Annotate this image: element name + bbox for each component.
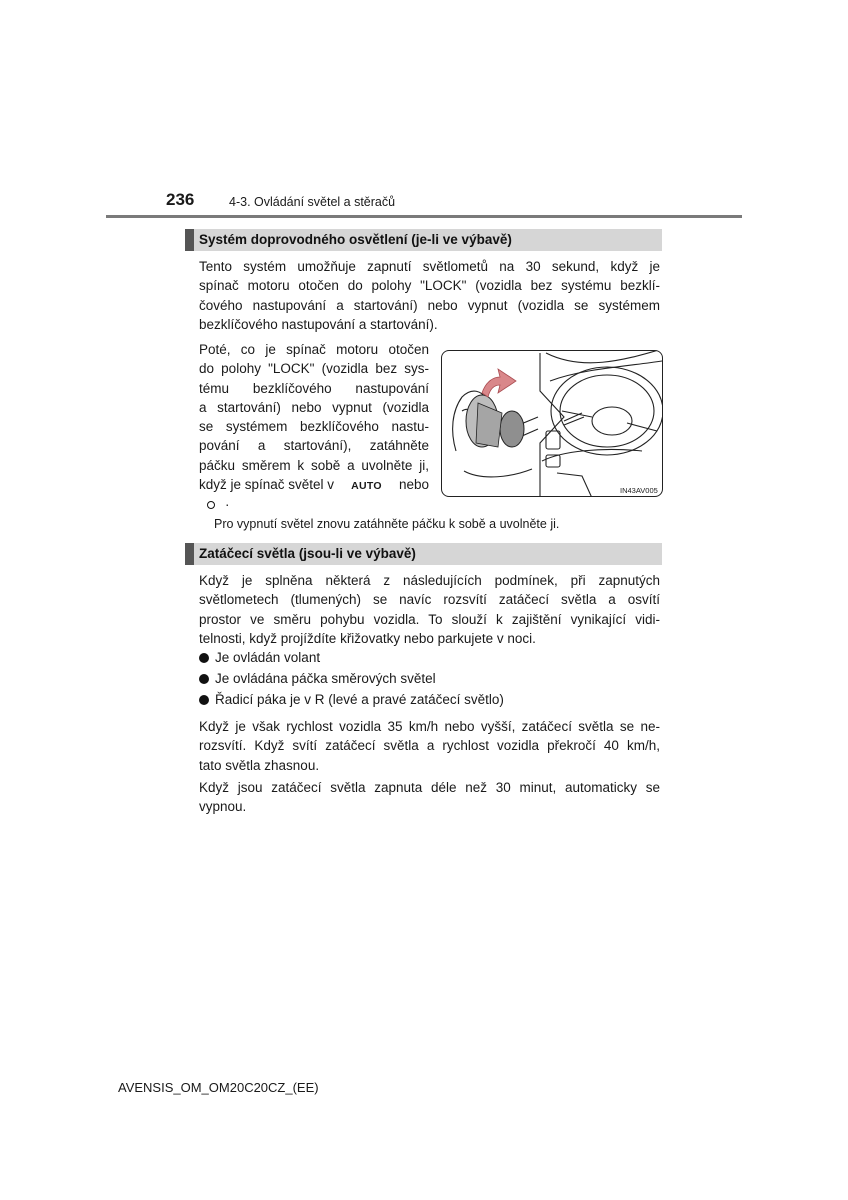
section2-speed-paragraph <box>199 717 660 775</box>
section2-intro <box>199 571 660 648</box>
text-line: Když jsou zatáčecí světla zapnuta déle než 30 minut, automaticky se <box>199 780 660 795</box>
text-line: bezklíčového nastupování a startování). <box>199 316 438 332</box>
note-text: Pro vypnutí světel znovu zatáhněte páčku k sobě a uvolněte ji. <box>214 517 560 531</box>
text-line: tému bezklíčového nastupování <box>199 380 429 396</box>
text-line: tato světla zhasnou. <box>199 757 320 773</box>
page-number: 236 <box>166 190 195 209</box>
section2-timeout-paragraph <box>199 778 660 817</box>
text-line: pování a startování), zatáhněte <box>199 438 429 454</box>
light-off-symbol <box>207 501 215 509</box>
section1-body <box>199 340 429 496</box>
text-line: vypnou. <box>199 799 247 815</box>
text-line: a startování) nebo vypnut (vozidla <box>199 399 429 415</box>
list-item <box>199 692 504 707</box>
auto-symbol: AUTO <box>351 480 382 493</box>
bullet-icon <box>199 695 209 705</box>
text-line: čového nastupování a startování) nebo vypnut (vozidla se systémem <box>199 297 660 313</box>
section-title: Zatáčecí světla (jsou-li ve výbavě) <box>199 546 416 561</box>
chapter-title: 4-3. Ovládání světel a stěračů <box>229 195 396 209</box>
text-line: páčku směrem k sobě a uvolněte ji, <box>199 457 429 473</box>
section-title: Systém doprovodného osvětlení (je-li ve výbavě) <box>199 232 512 247</box>
section1-intro <box>199 257 660 334</box>
text-line: spínač motoru otočen do polohy "LOCK" (vozidla bez systému bezklí- <box>199 278 660 294</box>
text-line: telnosti, když projíždíte křižovatky nebo parkujete v noci. <box>199 630 536 646</box>
document-code: AVENSIS_OM_OM20C20CZ_(EE) <box>118 1080 319 1095</box>
text-fragment: nebo <box>398 477 429 493</box>
text-line: Tento systém umožňuje zapnutí světlometů na 30 sekund, když je <box>199 259 660 274</box>
text-line: se systémem bezklíčového nastu- <box>199 419 429 435</box>
lever-illustration <box>441 350 663 497</box>
text-fragment: · <box>225 497 230 512</box>
text-line: Když je splněna některá z následujících podmínek, při zapnutých <box>199 573 660 588</box>
text-line: do polohy "LOCK" (vozidla bez sys- <box>199 361 429 377</box>
image-code: IN43AV005 <box>620 486 658 495</box>
text-line-with-symbol <box>199 475 429 496</box>
list-item-text: Je ovládána páčka směrových světel <box>215 671 436 686</box>
header-divider <box>106 215 742 218</box>
list-item-text: Řadicí páka je v R (levé a pravé zatáčecí světlo) <box>215 692 504 707</box>
bullet-icon <box>199 653 209 663</box>
text-line: prostor ve směru pohybu vozidla. To slouží k zajištění vynikající vidi- <box>199 611 660 627</box>
text-line: Když je však rychlost vozidla 35 km/h nebo vyšší, zatáčecí světla se ne- <box>199 719 660 734</box>
list-item <box>199 650 320 665</box>
bullet-icon <box>199 674 209 684</box>
text-line: rozsvítí. Když svítí zatáčecí světla a rychlost vozidla překročí 40 km/h, <box>199 738 660 754</box>
text-fragment: když je spínač světel v <box>199 477 335 493</box>
light-off-symbol-line <box>207 497 230 512</box>
list-item-text: Je ovládán volant <box>215 650 321 665</box>
list-item <box>199 671 436 686</box>
section-heading-cornering-lights <box>185 543 662 565</box>
text-line: světlometech (tlumených) se navíc rozsvítí zatáčecí světla a osvítí <box>199 592 660 608</box>
text-line: Poté, co je spínač motoru otočen <box>199 342 429 357</box>
section-heading-follow-me-lights <box>185 229 662 251</box>
steering-column-drawing <box>442 351 663 497</box>
